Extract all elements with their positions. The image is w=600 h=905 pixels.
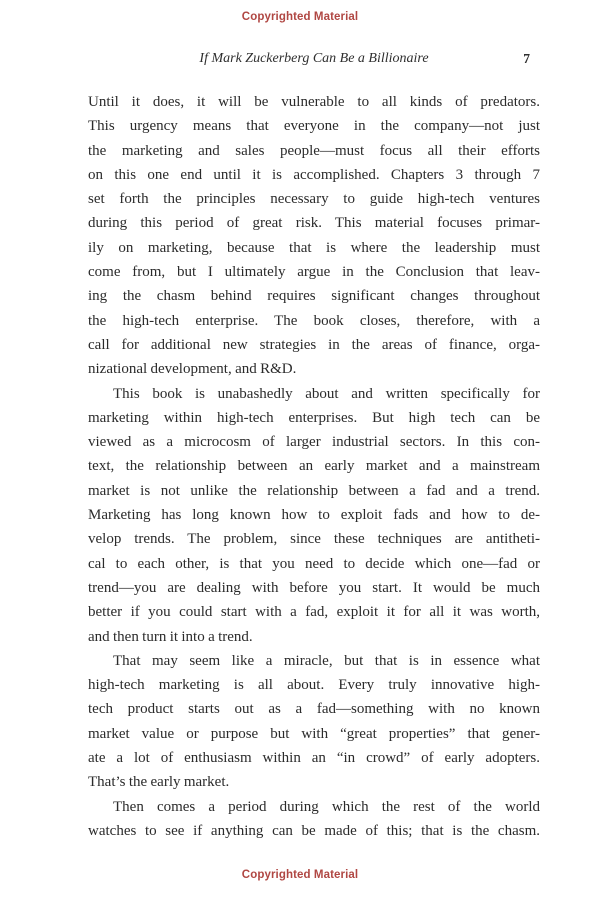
text-line: This urgency means that everyone in the company—not just: [88, 118, 540, 135]
page-body: [88, 90, 540, 843]
text-line: market is not unlike the relationship between a fad and a trend.: [88, 482, 540, 499]
text-line: during this period of great risk. This material focuses primar-: [88, 215, 540, 232]
text-line: come from, but I ultimately argue in the Conclusion that leav-: [88, 264, 540, 281]
running-head-title: If Mark Zuckerberg Can Be a Billionaire: [199, 51, 429, 66]
text-line: high-tech marketing is all about. Every truly innovative high-: [88, 677, 540, 694]
text-line: ate a lot of enthusiasm within an “in crowd” of early adopters.: [88, 750, 540, 767]
text-line: That’s the early market.: [88, 774, 230, 791]
text-line: trend—you are dealing with before you start. It would be much: [88, 579, 540, 596]
text-line: ily on marketing, because that is where the leadership must: [88, 239, 540, 256]
copyright-watermark-top: Copyrighted Material: [241, 11, 359, 23]
paragraph: [88, 382, 540, 649]
text-line: Then comes a period during which the rest of the world: [113, 798, 540, 815]
text-line: viewed as a microcosm of larger industrial sectors. In this con-: [88, 434, 540, 451]
paragraph: [88, 795, 540, 844]
text-line: better if you could start with a fad, exploit it for all it was worth,: [88, 604, 540, 621]
copyright-watermark-bottom: Copyrighted Material: [241, 869, 359, 881]
text-line: the marketing and sales people—must focus all their efforts: [88, 142, 540, 159]
text-line: marketing within high-tech enterprises. But high tech can be: [88, 409, 540, 426]
text-line: and then turn it into a trend.: [88, 628, 253, 645]
paragraph: [88, 649, 540, 795]
text-line: market value or purpose but with “great properties” that gener-: [88, 725, 540, 742]
text-line: tech product starts out as a fad—something with no known: [88, 701, 540, 718]
paragraph: [88, 90, 540, 382]
text-line: watches to see if anything can be made of this; that is the chasm.: [88, 822, 540, 839]
text-line: nizational development, and R&D.: [88, 361, 297, 378]
text-line: text, the relationship between an early market and a mainstream: [88, 458, 540, 475]
text-line: This book is unabashedly about and written specifically for: [113, 385, 540, 402]
text-line: the high-tech enterprise. The book closes, therefore, with a: [88, 312, 540, 329]
text-line: on this one end until it is accomplished. Chapters 3 through 7: [88, 166, 540, 183]
text-line: velop trends. The problem, since these techniques are antitheti-: [88, 531, 540, 548]
text-line: set forth the principles necessary to guide high-tech ventures: [88, 191, 540, 208]
text-line: Until it does, it will be vulnerable to all kinds of predators.: [88, 94, 540, 110]
text-line: That may seem like a miracle, but that is in essence what: [113, 652, 540, 669]
text-line: ing the chasm behind requires significant changes throughout: [88, 288, 540, 305]
text-line: cal to each other, is that you need to decide which one—fad or: [88, 555, 540, 572]
running-head: [88, 51, 540, 69]
page-number: 7: [523, 51, 530, 66]
text-line: call for additional new strategies in the areas of finance, orga-: [88, 336, 540, 353]
text-line: Marketing has long known how to exploit fads and how to de-: [88, 507, 540, 524]
